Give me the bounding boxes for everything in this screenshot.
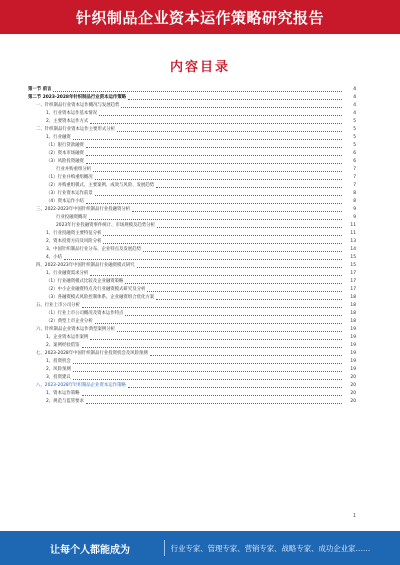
- toc-entry-page: 20: [350, 383, 356, 388]
- toc-entry-label: （2）典型上市企业分析: [46, 319, 93, 324]
- toc-entry-label: （3）风险投资融资: [46, 159, 84, 164]
- toc-entry[interactable]: [28, 86, 356, 94]
- toc-leader-dots: [95, 322, 342, 324]
- toc-entry[interactable]: [28, 398, 356, 406]
- toc-leader-dots: [53, 90, 342, 92]
- toc-entry-label: （1）行业融资模式比较及企业融资策略: [46, 279, 124, 284]
- toc-leader-dots: [117, 330, 342, 332]
- toc-entry-label: （4）资本运作小结: [46, 199, 84, 204]
- toc-leader-dots: [125, 314, 342, 316]
- toc-entry[interactable]: [28, 222, 356, 230]
- toc-entry[interactable]: [28, 254, 356, 262]
- toc-entry-label: 2、案例经验借鉴: [46, 343, 80, 348]
- toc-entry[interactable]: [28, 118, 356, 126]
- toc-entry-label: 1、行业投融资主要特征分析: [46, 231, 102, 236]
- toc-entry-label: 1、资本运作策略: [46, 391, 80, 396]
- toc-entry[interactable]: [28, 326, 356, 334]
- toc-entry[interactable]: [28, 166, 356, 174]
- toc-entry[interactable]: [28, 334, 356, 342]
- toc-leader-dots: [150, 354, 342, 356]
- toc-leader-dots: [86, 154, 342, 156]
- toc-leader-dots: [64, 258, 342, 260]
- page-number: 1: [352, 513, 356, 519]
- toc-entry[interactable]: [28, 182, 356, 190]
- toc-entry-label: 2023年行业投融资事件统计、市场规模及趋势分析: [56, 223, 155, 228]
- toc-entry[interactable]: [28, 350, 356, 358]
- toc-entry-page: 15: [350, 255, 356, 260]
- toc-entry-label: 1、企业资本运作案例: [46, 335, 89, 340]
- toc-leader-dots: [90, 122, 342, 124]
- toc-entry-page: 11: [350, 223, 356, 228]
- toc-entry[interactable]: [28, 310, 356, 318]
- toc-entry-label: 四、2022-2023年中国针织制品行业融资模式研究: [36, 263, 135, 268]
- toc-leader-dots: [125, 282, 342, 284]
- toc-leader-dots: [86, 162, 342, 164]
- toc-leader-dots: [143, 250, 342, 252]
- toc-entry-page: 18: [350, 303, 356, 308]
- table-of-contents: [28, 86, 356, 506]
- toc-entry-label: 1、行业融资需求分析: [46, 271, 89, 276]
- toc-entry[interactable]: [28, 94, 356, 102]
- toc-entry-label: 2、主要资本运作方式: [46, 119, 89, 124]
- toc-entry-page: 4: [353, 111, 356, 116]
- toc-entry[interactable]: [28, 174, 356, 182]
- toc-entry[interactable]: [28, 302, 356, 310]
- toc-entry-page: 7: [353, 167, 356, 172]
- toc-entry-page: 6: [353, 151, 356, 156]
- toc-entry[interactable]: [28, 278, 356, 286]
- toc-entry-page: 13: [350, 239, 356, 244]
- toc-entry-label: 七、2023-2028年中国针织制品行业投资机会及风险预测: [36, 351, 148, 356]
- toc-leader-dots: [121, 106, 342, 108]
- toc-leader-dots: [82, 394, 342, 396]
- toc-entry[interactable]: [28, 246, 356, 254]
- toc-entry-page: 20: [350, 399, 356, 404]
- toc-entry-label: 1、投资机会: [46, 359, 71, 364]
- toc-entry[interactable]: [28, 198, 356, 206]
- toc-entry[interactable]: [28, 142, 356, 150]
- toc-entry-label: 五、行业上市公司分析: [36, 303, 80, 308]
- toc-entry[interactable]: [28, 206, 356, 214]
- toc-leader-dots: [86, 402, 342, 404]
- toc-entry-page: 15: [350, 263, 356, 268]
- toc-leader-dots: [157, 226, 342, 228]
- toc-entry-page: 7: [353, 175, 356, 180]
- toc-leader-dots: [99, 114, 342, 116]
- toc-entry[interactable]: [28, 286, 356, 294]
- toc-entry-page: 11: [350, 231, 356, 236]
- toc-leader-dots: [86, 146, 342, 148]
- toc-entry[interactable]: [28, 390, 356, 398]
- footer-banner: [0, 531, 400, 565]
- toc-entry[interactable]: [28, 238, 356, 246]
- toc-entry-page: 4: [353, 95, 356, 100]
- footer-divider: [164, 540, 165, 556]
- toc-entry-label: （1）行业并购重组概况: [46, 175, 93, 180]
- toc-entry-label: 4、小结: [46, 255, 62, 260]
- toc-entry[interactable]: [28, 270, 356, 278]
- toc-entry-page: 4: [353, 87, 356, 92]
- toc-entry-label: 2、规范与监管要求: [46, 399, 84, 404]
- toc-entry[interactable]: [28, 110, 356, 118]
- toc-entry-page: 9: [353, 215, 356, 220]
- toc-entry-page: 19: [350, 343, 356, 348]
- toc-leader-dots: [128, 98, 342, 100]
- toc-entry-page: 5: [353, 135, 356, 140]
- toc-entry[interactable]: [28, 214, 356, 222]
- toc-entry[interactable]: [28, 358, 356, 366]
- toc-entry-page: 19: [350, 327, 356, 332]
- toc-entry[interactable]: [28, 262, 356, 270]
- toc-entry-page: 18: [350, 319, 356, 324]
- toc-entry-label: （2）并购重组模式、主要案例、成效与风险、发展趋势: [46, 183, 155, 188]
- toc-entry[interactable]: [28, 190, 356, 198]
- toc-entry-page: 20: [350, 375, 356, 380]
- toc-entry[interactable]: [28, 134, 356, 142]
- toc-leader-dots: [103, 234, 342, 236]
- toc-leader-dots: [95, 194, 342, 196]
- toc-entry[interactable]: [28, 366, 356, 374]
- toc-entry-page: 4: [353, 103, 356, 108]
- toc-entry-label: 二、针织制品行业资本运作主要形式分析: [36, 127, 116, 132]
- toc-entry-page: 20: [350, 391, 356, 396]
- toc-entry-page: 5: [353, 127, 356, 132]
- toc-entry-label: 第一节 前言: [28, 87, 52, 92]
- toc-leader-dots: [156, 298, 342, 300]
- toc-entry-page: 8: [353, 191, 356, 196]
- toc-leader-dots: [128, 386, 342, 388]
- toc-entry[interactable]: [28, 158, 356, 166]
- toc-leader-dots: [86, 202, 342, 204]
- footer-services: 行业专家、管理专家、营销专家、战略专家、成功企业家……: [170, 543, 371, 553]
- toc-leader-dots: [82, 346, 342, 348]
- report-title: 针织制品企业资本运作策略研究报告: [75, 8, 324, 27]
- toc-entry-label: （2）资本市场融资: [46, 151, 84, 156]
- toc-entry-page: 18: [350, 311, 356, 316]
- toc-leader-dots: [103, 242, 342, 244]
- footer-slogan: 让每个人都能成为: [50, 544, 130, 556]
- toc-entry-label: 八、2023-2028年针织制品企业资本运作策略: [36, 383, 126, 388]
- toc-entry-label: 第二节 2023-2028年针织制品行业资本运作策略: [28, 95, 127, 100]
- toc-entry-label: 六、针织制品企业资本运作典型案例分析: [36, 327, 116, 332]
- toc-entry[interactable]: [28, 102, 356, 110]
- toc-leader-dots: [93, 170, 342, 172]
- toc-entry-page: 17: [350, 287, 356, 292]
- toc-entry-page: 6: [353, 159, 356, 164]
- toc-entry-page: 5: [353, 119, 356, 124]
- toc-entry[interactable]: [28, 318, 356, 326]
- toc-entry-page: 19: [350, 335, 356, 340]
- report-header: [0, 0, 400, 34]
- toc-entry[interactable]: [28, 374, 356, 382]
- toc-heading: 内容目录: [169, 60, 230, 75]
- toc-leader-dots: [147, 290, 342, 292]
- toc-entry-page: 17: [350, 279, 356, 284]
- toc-leader-dots: [89, 218, 342, 220]
- toc-leader-dots: [73, 138, 342, 140]
- toc-entry-label: 2、风险预测: [46, 367, 71, 372]
- toc-leader-dots: [73, 370, 342, 372]
- toc-entry-label: 行业并购重组分析: [56, 167, 92, 172]
- toc-entry[interactable]: [28, 126, 356, 134]
- toc-entry-label: 1、行业资本运作基本情况: [46, 111, 98, 116]
- toc-entry-page: 17: [350, 271, 356, 276]
- toc-entry-page: 19: [350, 367, 356, 372]
- toc-entry-label: 一、针织制品行业资本运作概况与发展趋势: [36, 103, 120, 108]
- toc-leader-dots: [95, 178, 342, 180]
- toc-entry-label: 3、投资建议: [46, 375, 71, 380]
- toc-entry-page: 5: [353, 143, 356, 148]
- toc-entry-label: 3、中国针织制品行业分布、企业特点及发展趋势: [46, 247, 141, 252]
- toc-entry-page: 19: [350, 359, 356, 364]
- toc-leader-dots: [82, 306, 342, 308]
- toc-entry-label: （2）中小企业融资特点及行业融资模式研究及分析: [46, 287, 146, 292]
- toc-leader-dots: [73, 362, 342, 364]
- toc-entry-label: 1、行业融资: [46, 135, 71, 140]
- toc-entry[interactable]: [28, 150, 356, 158]
- toc-entry-label: 三、2022-2023年中国针织制品行业投融资分析: [36, 207, 131, 212]
- toc-entry-label: （1）银行贷款融资: [46, 143, 84, 148]
- toc-entry[interactable]: [28, 342, 356, 350]
- toc-leader-dots: [156, 186, 342, 188]
- toc-entry-page: 8: [353, 199, 356, 204]
- toc-leader-dots: [117, 130, 342, 132]
- toc-leader-dots: [137, 266, 342, 268]
- toc-entry-label: 行业投融资概况: [56, 215, 87, 220]
- toc-entry-page: 9: [353, 207, 356, 212]
- toc-leader-dots: [90, 338, 342, 340]
- toc-entry[interactable]: [28, 382, 356, 390]
- toc-entry-label: （3）各融资模式风险控制体系、企业融资组合优化方案: [46, 295, 155, 300]
- toc-leader-dots: [73, 378, 342, 380]
- toc-entry-label: （1）行业上市公司概况及资本运作特点: [46, 311, 124, 316]
- toc-entry-page: 14: [350, 247, 356, 252]
- toc-entry[interactable]: [28, 230, 356, 238]
- toc-entry-label: （3）行业资本运作前景: [46, 191, 93, 196]
- toc-leader-dots: [90, 274, 342, 276]
- toc-entry-page: 19: [350, 351, 356, 356]
- toc-entry[interactable]: [28, 294, 356, 302]
- toc-entry-page: 7: [353, 183, 356, 188]
- toc-entry-label: 2、资本投资方向及风险分析: [46, 239, 102, 244]
- toc-leader-dots: [132, 210, 342, 212]
- toc-entry-page: 18: [350, 295, 356, 300]
